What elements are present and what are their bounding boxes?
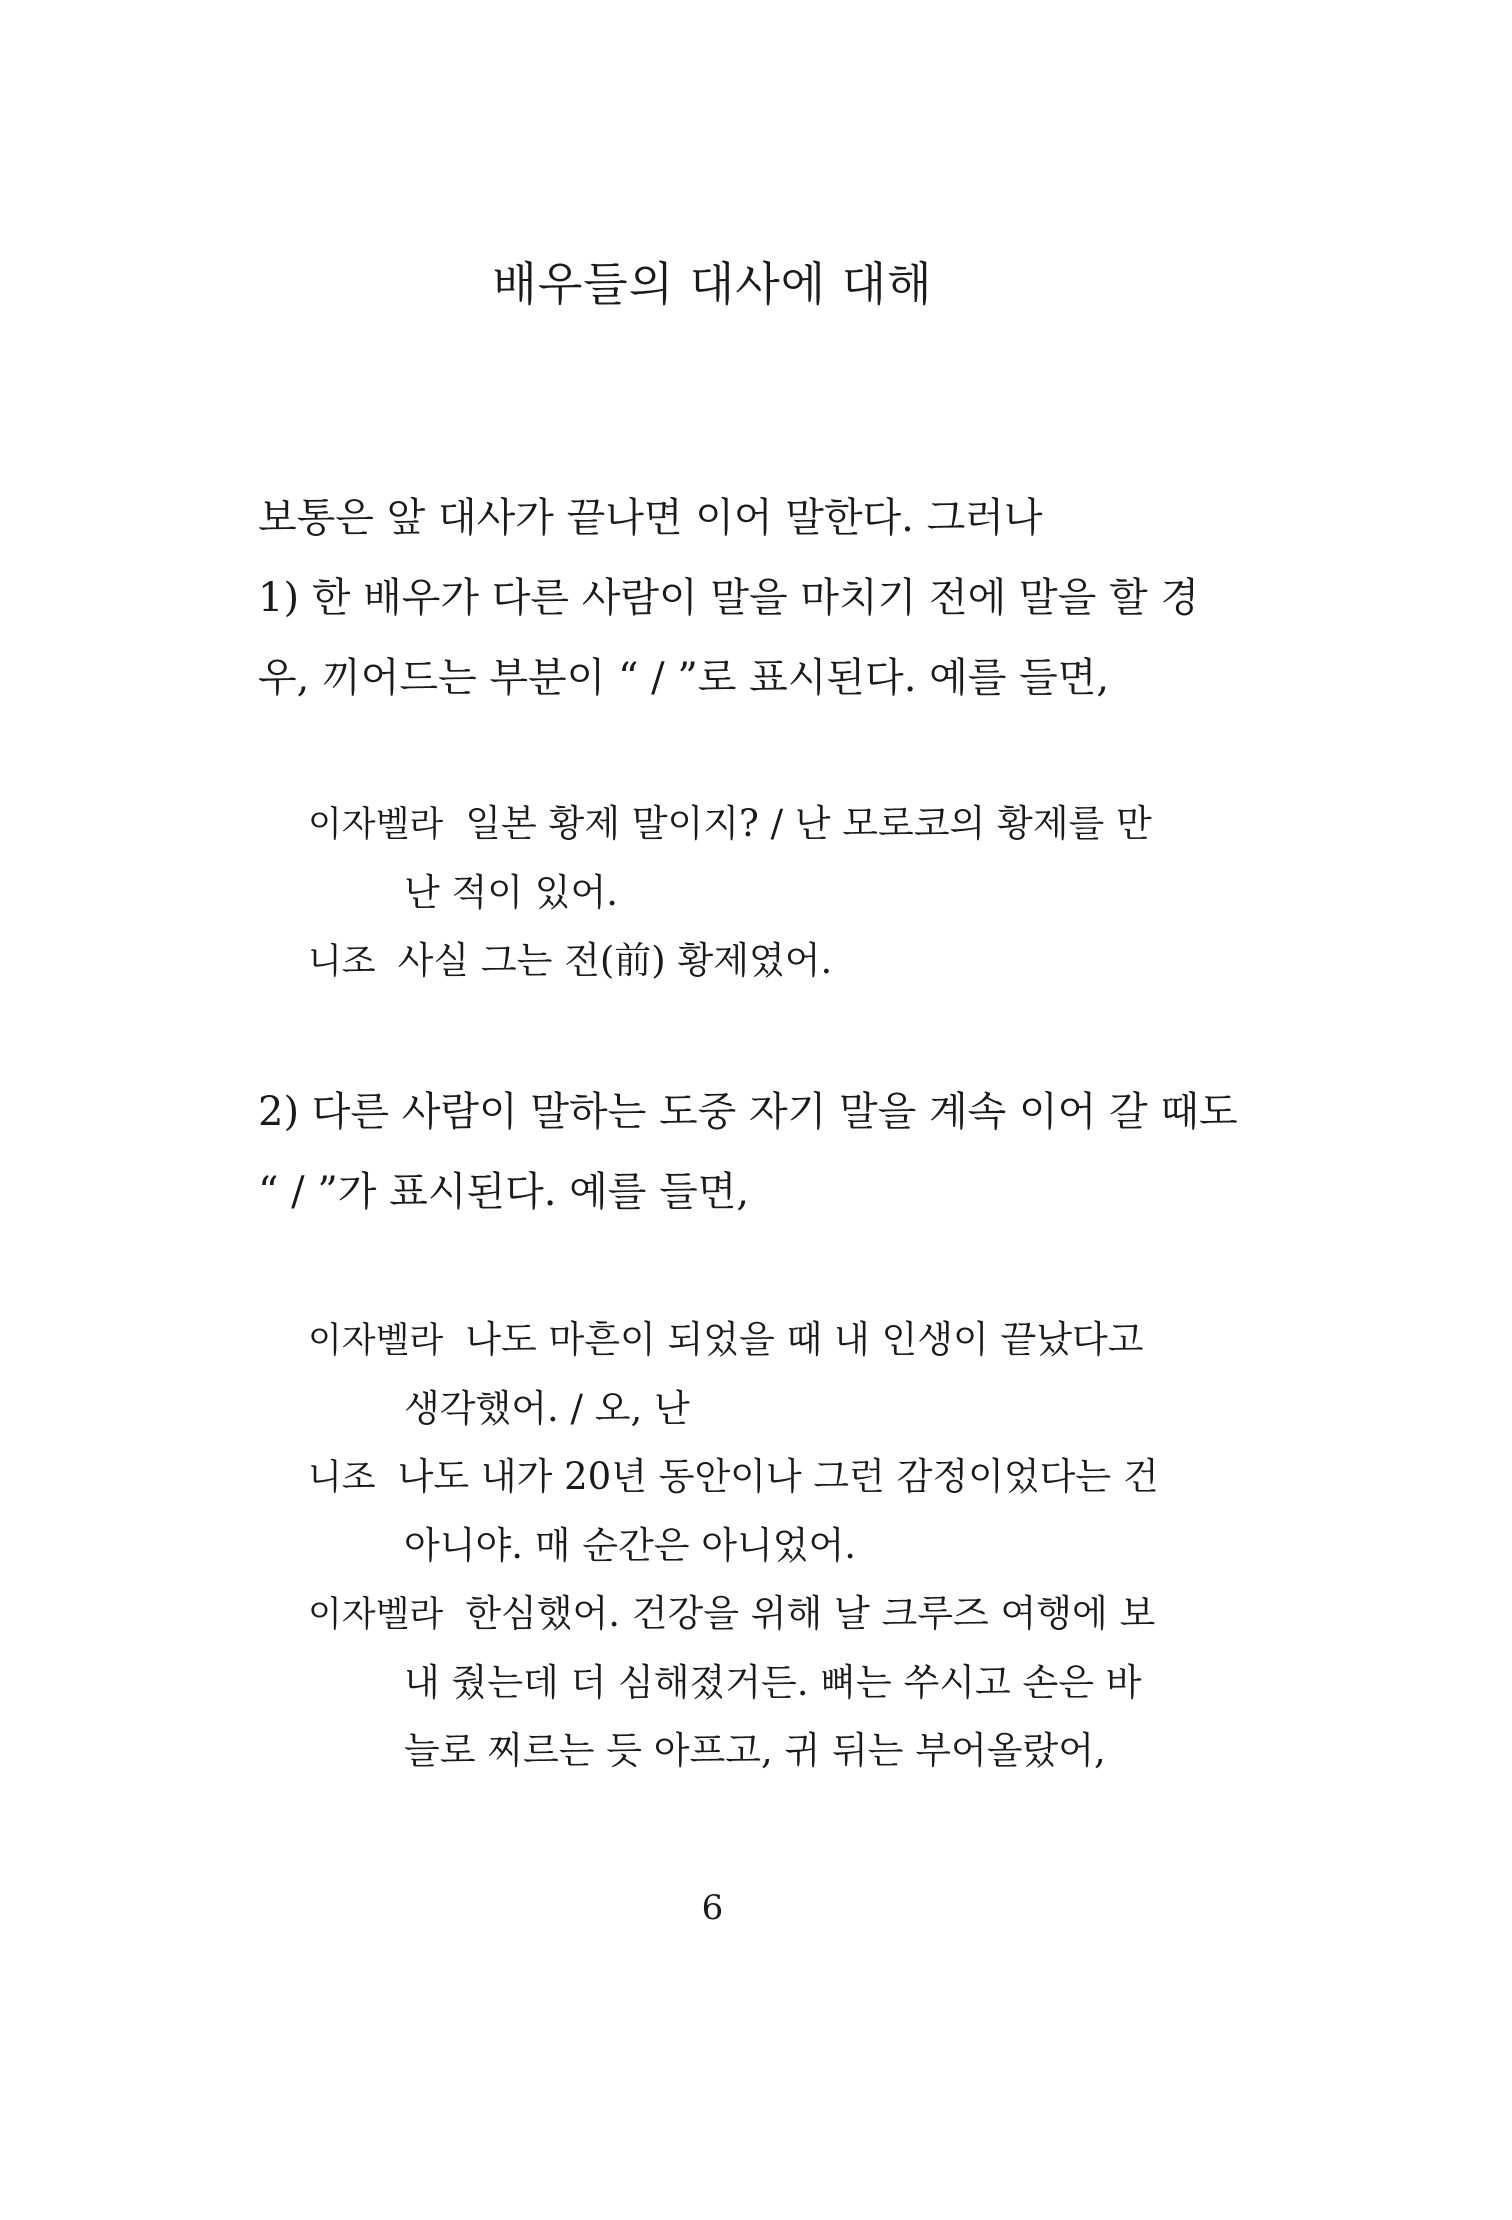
rule2-paragraph bbox=[258, 1072, 1238, 1232]
dialogue-text: 사실 그는 전(前) 황제였어. bbox=[397, 939, 833, 982]
intro-line: 우, 끼어드는 부분이 “ / ”로 표시된다. 예를 들면, bbox=[258, 655, 1110, 701]
example-dialogue-1 bbox=[308, 790, 1168, 996]
intro-line: 1) 한 배우가 다른 사람이 말을 마치기 전에 말을 할 경 bbox=[258, 575, 1200, 621]
speaker-name: 니조 bbox=[308, 1458, 376, 1498]
dialogue-speech bbox=[308, 927, 1168, 996]
dialogue-text: 나도 마흔이 되었을 때 내 인생이 끝났다고 bbox=[465, 1318, 1144, 1361]
dialogue-text: 일본 황제 말이지? / 난 모로코의 황제를 만 bbox=[465, 802, 1152, 845]
dialogue-speech bbox=[308, 790, 1168, 927]
rule2-line: 2) 다른 사람이 말하는 도중 자기 말을 계속 이어 갈 때도 bbox=[258, 1089, 1238, 1135]
dialogue-line: 난 적이 있어. bbox=[404, 871, 618, 914]
example-dialogue-2 bbox=[308, 1306, 1168, 1785]
speaker-name: 니조 bbox=[308, 942, 376, 982]
dialogue-line bbox=[308, 1443, 1168, 1512]
dialogue-speech bbox=[308, 1443, 1168, 1580]
dialogue-line: 늘로 찌르는 듯 아프고, 귀 뒤는 부어올랐어, bbox=[404, 1729, 1106, 1772]
page-number: 6 bbox=[701, 1888, 724, 1928]
dialogue-text: 나도 내가 20년 동안이나 그런 감정이었다는 건 bbox=[397, 1455, 1159, 1498]
dialogue-line bbox=[308, 1306, 1168, 1375]
dialogue-line bbox=[308, 790, 1168, 859]
dialogue-line bbox=[308, 1580, 1168, 1649]
speaker-name: 이자벨라 bbox=[308, 1321, 444, 1361]
dialogue-speech bbox=[308, 1306, 1168, 1443]
speaker-name: 이자벨라 bbox=[308, 805, 444, 845]
dialogue-speech bbox=[308, 1580, 1168, 1785]
dialogue-line: 생각했어. / 오, 난 bbox=[404, 1387, 690, 1430]
page-title: 배우들의 대사에 대해 bbox=[492, 257, 933, 311]
dialogue-line: 내 줬는데 더 심해졌거든. 뼈는 쑤시고 손은 바 bbox=[404, 1661, 1142, 1704]
dialogue-line bbox=[308, 927, 1168, 996]
speaker-name: 이자벨라 bbox=[308, 1595, 444, 1635]
intro-paragraph bbox=[258, 478, 1200, 718]
rule2-line: “ / ”가 표시된다. 예를 들면, bbox=[258, 1169, 750, 1215]
dialogue-line: 아니야. 매 순간은 아니었어. bbox=[404, 1524, 856, 1567]
dialogue-text: 한심했어. 건강을 위해 날 크루즈 여행에 보 bbox=[465, 1592, 1156, 1635]
intro-line: 보통은 앞 대사가 끝나면 이어 말한다. 그러나 bbox=[258, 495, 1043, 541]
